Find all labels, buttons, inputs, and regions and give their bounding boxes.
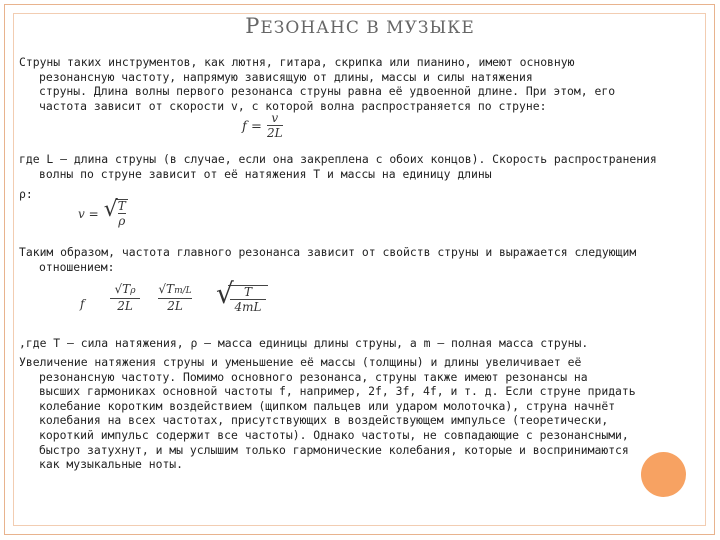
intro-line-1: Струны таких инструментов, как лютня, гитара, скрипка или пианино, имеют основную bbox=[19, 55, 575, 69]
term-c-den: 4mL bbox=[234, 300, 262, 314]
formula-resonance-lhs: f bbox=[80, 297, 85, 311]
term-c-num: T bbox=[243, 285, 252, 299]
formula-resonance-term-b bbox=[158, 283, 192, 313]
where-line-1: ,где T — сила натяжения, ρ — масса единицы длины струны, а m — полная масса струны. bbox=[19, 336, 589, 350]
increase-line-2: резонансную частоту. Помимо основного резонанса, струны также имеют резонансы на bbox=[39, 369, 588, 384]
intro-line-2: резонансную частоту, напрямую зависящую от длины, массы и силы натяжения bbox=[39, 69, 533, 84]
formula-frequency bbox=[242, 112, 283, 140]
increase-line-3: высших гармониках основной частоты f, например, 2f, 3f, 4f, и т. д. Если струне придать bbox=[39, 384, 636, 399]
formula-velocity bbox=[78, 199, 128, 228]
formula-frequency-den: 2L bbox=[266, 126, 283, 140]
formula-velocity-num: T bbox=[117, 199, 126, 213]
increase-line-8: как музыкальные ноты. bbox=[39, 457, 184, 472]
title-initial: Р bbox=[245, 14, 261, 38]
intro-line-4: частота зависит от скорости v, с которой волна распространяется по струне: bbox=[39, 98, 547, 113]
term-b-sub-den: m/L bbox=[174, 286, 192, 296]
term-a-den: 2L bbox=[117, 299, 133, 313]
formula-resonance bbox=[80, 277, 380, 327]
decorative-circle bbox=[641, 452, 686, 497]
formula-frequency-fraction bbox=[267, 112, 283, 140]
sqrt-symbol: √ $\frac{T}{4mL}$ bbox=[216, 285, 268, 314]
formula-resonance-term-a bbox=[110, 283, 140, 313]
term-b-num-text: T bbox=[166, 282, 175, 296]
title-rest: ЕЗОНАНС В МУЗЫКЕ bbox=[260, 18, 475, 38]
increase-line-7: быстро затухнут, и мы услышим только гармонические колебания, которые и воспринимаются bbox=[39, 442, 629, 457]
length-line-1: где L — длина струны (в случае, если она закреплена с обоих концов). Скорость распространения bbox=[19, 152, 657, 166]
formula-velocity-den: ρ bbox=[118, 214, 126, 228]
formula-resonance-term-c bbox=[228, 285, 268, 314]
sqrt-symbol: √ bbox=[158, 282, 167, 296]
term-a-sub-den: ρ bbox=[130, 286, 136, 296]
length-line-3: ρ: bbox=[19, 187, 33, 202]
slide-title bbox=[0, 14, 720, 38]
paragraph-length bbox=[19, 152, 684, 202]
paragraph-intro bbox=[19, 55, 684, 113]
paragraph-increase bbox=[19, 355, 684, 472]
increase-line-4: колебание коротким воздействием (щипком пальцев или ударом молоточка), струна начнёт bbox=[39, 398, 616, 413]
paragraph-thus bbox=[19, 245, 684, 274]
formula-frequency-num: v bbox=[271, 111, 279, 125]
term-a-numerator bbox=[110, 283, 140, 298]
formula-velocity-lhs: v = bbox=[78, 207, 99, 221]
thus-line-2: отношением: bbox=[39, 259, 115, 274]
term-a-num-text: T bbox=[122, 282, 131, 296]
increase-line-6: короткий импульс содержит все частоты). Однако частоты, не совпадающие с резонансными, bbox=[39, 427, 629, 442]
thus-line-1: Таким образом, частота главного резонанса зависит от свойств струны и выражается следующим bbox=[19, 245, 637, 259]
sqrt-symbol: √ bbox=[114, 282, 123, 296]
formula-frequency-lhs: f = bbox=[242, 119, 262, 135]
term-b-den: 2L bbox=[167, 299, 183, 313]
increase-line-1: Увеличение натяжения струны и уменьшение её массы (толщины) и длины увеличивает её bbox=[19, 355, 582, 369]
sqrt-symbol: √ $\frac{T}{\rho}$ bbox=[103, 197, 126, 228]
length-line-2: волны по струне зависит от её натяжения T и массы на единицу длины bbox=[39, 166, 492, 181]
paragraph-where bbox=[19, 336, 684, 351]
increase-line-5: колебания на всех частотах, присутствующих в воздействующем импульсе (теоретически, bbox=[39, 413, 609, 428]
intro-line-3: струны. Длина волны первого резонанса струны равна её удвоенной длине. При этом, его bbox=[39, 84, 616, 99]
term-b-numerator bbox=[158, 283, 192, 298]
